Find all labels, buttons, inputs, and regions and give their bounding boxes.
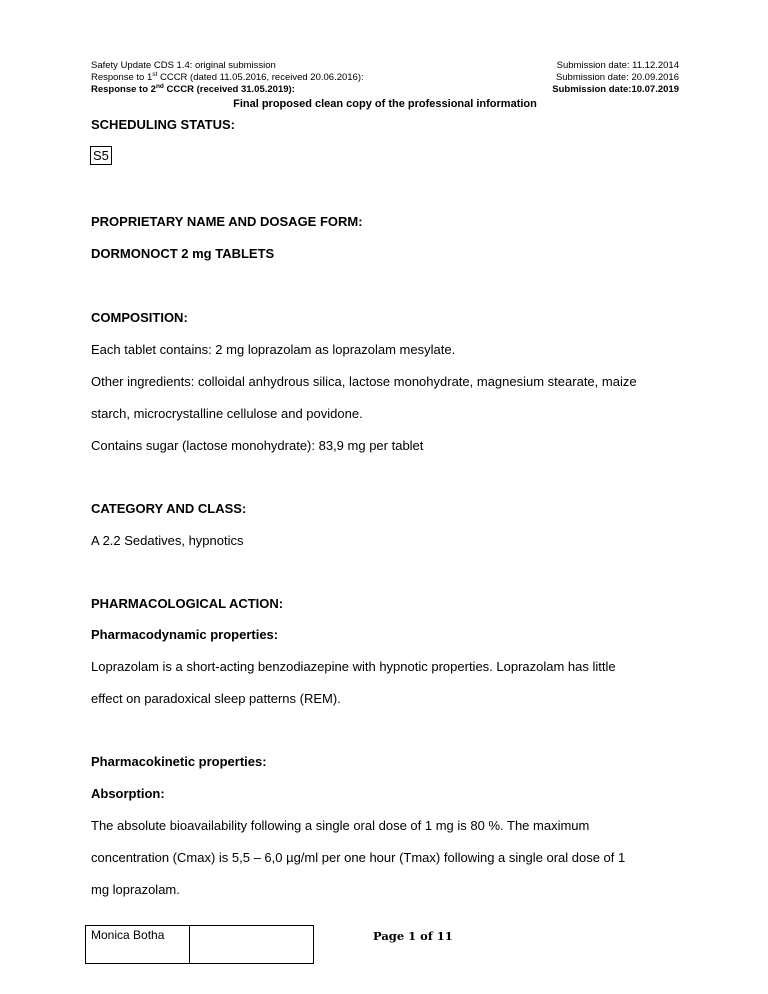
footer-empty-cell [190, 926, 314, 964]
header-submission-date-2: Submission date: 20.09.2016 [555, 72, 679, 83]
header-response-1: Response to 1st CCCR (dated 11.05.2016, received 20.06.2016): [91, 70, 364, 83]
composition-line-1: Each tablet contains: 2 mg loprazolam as loprazolam mesylate. [91, 342, 456, 357]
pharmacokinetic-heading: Pharmacokinetic properties: [91, 754, 267, 769]
category-heading: CATEGORY AND CLASS: [91, 501, 247, 516]
proprietary-name-heading: PROPRIETARY NAME AND DOSAGE FORM: [91, 214, 363, 229]
header-response-2: Response to 2nd CCCR (received 31.05.2019): [91, 82, 295, 95]
composition-line-2: Other ingredients: colloidal anhydrous silica, lactose monohydrate, magnesium stearate, maize [91, 374, 637, 389]
header-original-submission: Safety Update CDS 1.4: original submission [91, 60, 276, 71]
composition-line-4: Contains sugar (lactose monohydrate): 83,9 mg per tablet [91, 438, 424, 453]
composition-heading: COMPOSITION: [91, 310, 188, 325]
category-value: A 2.2 Sedatives, hypnotics [91, 533, 244, 548]
scheduling-status-heading: SCHEDULING STATUS: [91, 117, 235, 132]
absorption-line-2: concentration (Cmax) is 5,5 – 6,0 µg/ml per one hour (Tmax) following a single oral dose of 1 [91, 850, 626, 865]
scheduling-status-value: S5 [90, 146, 112, 165]
header-submission-date-1: Submission date: 11.12.2014 [556, 60, 679, 71]
pharmacological-action-heading: PHARMACOLOGICAL ACTION: [91, 596, 284, 611]
absorption-heading: Absorption: [91, 786, 165, 801]
absorption-line-3: mg loprazolam. [91, 882, 180, 897]
pharmacodynamic-line-2: effect on paradoxical sleep patterns (REM). [91, 691, 341, 706]
footer-table [85, 925, 314, 964]
absorption-line-1: The absolute bioavailability following a single oral dose of 1 mg is 80 %. The maximum [91, 818, 590, 833]
pharmacodynamic-line-1: Loprazolam is a short-acting benzodiazepine with hypnotic properties. Loprazolam has little [91, 659, 616, 674]
composition-line-3: starch, microcrystalline cellulose and povidone. [91, 406, 363, 421]
page-number: Page 1 of 11 [373, 929, 453, 943]
pharmacodynamic-heading: Pharmacodynamic properties: [91, 627, 279, 642]
header-submission-date-3: Submission date:10.07.2019 [552, 84, 679, 95]
proprietary-name-value: DORMONOCT 2 mg TABLETS [91, 246, 275, 261]
document-title: Final proposed clean copy of the professional information [233, 98, 537, 110]
footer-author: Monica Botha [86, 926, 190, 964]
